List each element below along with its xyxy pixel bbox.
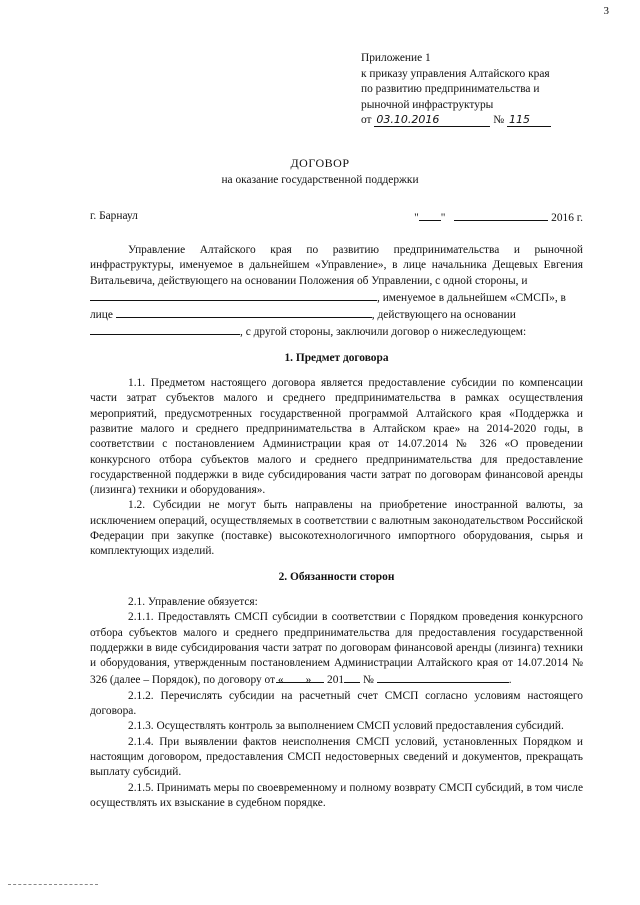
from-label: от (361, 114, 372, 127)
intro-paragraph: Управление Алтайского края по развитию предпринимательства и рыночной инфраструктуры, именуемое в дальнейшем «Управление», в лице начальника Дещевых Евгения Витальевича, действующего на основании Положения об Управлении, с одной стороны, и (90, 244, 583, 287)
appendix-line: к приказу управления Алтайского края (361, 67, 550, 80)
section-heading: 2. Обязанности сторон (278, 570, 395, 583)
section-heading: 1. Предмет договора (284, 351, 389, 364)
title-sub: на оказание государственной поддержки (221, 174, 419, 187)
clause-2-1-3: 2.1.3. Осуществлять контроль за выполнением СМСП условий предоставления субсидий. (128, 720, 564, 733)
clause-2-1-5: 2.1.5. Принимать меры по своевременному и полному возврату СМСП субсидий, в том числе осуществлять их взыскание в судебном порядке. (90, 781, 583, 809)
contract-year: 2016 г. (551, 212, 583, 224)
clause-2-1-4: 2.1.4. При выявлении фактов неисполнения СМСП условий, установленных Порядком и настоящим договором, предоставления СМСП недостоверных сведений и документов, прекращать выплату субсидий. (90, 735, 583, 779)
appendix-line: Приложение 1 (361, 52, 431, 64)
contract-date: " " 2016 г. (414, 209, 583, 226)
clause-1-2: 1.2. Субсидии не могут быть направлены на приобретение иностранной валюты, за исключением операций, осуществляемых в соответствии с валютным законодательством Российской Федерации при закупке (поставке) высокотехнологичного импортного оборудования, сырья и комплектующих изделий. (90, 499, 583, 558)
appendix-line: по развитию предпринимательства и (361, 83, 540, 96)
intro-line: лице , действующего на основании (90, 306, 583, 323)
appendix-block (361, 51, 606, 129)
appendix-date-line (361, 113, 606, 129)
document-title (0, 156, 640, 189)
handwritten-number: 115 (507, 114, 551, 127)
city: г. Барнаул (90, 210, 138, 222)
title-main: ДОГОВОР (290, 156, 350, 170)
clause-2-1: 2.1. Управление обязуется: (128, 595, 258, 608)
page-number: 3 (603, 5, 609, 17)
intro-line: , с другой стороны, заключили договор о нижеследующем: (90, 323, 583, 340)
number-label: № (493, 114, 505, 127)
appendix-line: рыночной инфраструктуры (361, 98, 494, 111)
footer-mark (8, 884, 98, 885)
handwritten-date: 03.10.2016 (374, 114, 490, 127)
document-body (90, 243, 583, 811)
city-date-line (90, 209, 583, 224)
clause-2-1-2: 2.1.2. Перечислять субсидии на расчетный счет СМСП согласно условиям настоящего договора. (90, 689, 583, 718)
intro-line: , именуемое в дальнейшем «СМСП», в (90, 289, 583, 306)
clause-2-1-1: 2.1.1. Предоставлять СМСП субсидии в соответствии с Порядком проведения конкурсного отбора субъектов малого и среднего предпринимательства для предоставления государственной поддержки в виде субсидирования части затрат по договорам финансовой аренды (лизинга) техники и оборудования, утвержденным постановлением Администрации Алтайского края от 14.07.2014 № 326 (далее – Порядок), по договору от « » 201 № . (90, 611, 583, 687)
clause-1-1: 1.1. Предметом настоящего договора является предоставление субсидии по компенсации части затрат субъектов малого и среднего предпринимательства в рамках осуществления мероприятий, предусмотренных государственной программой Алтайского края «Поддержка и развитие малого и среднего предпринимательства в Алтайском крае» на 2014-2020 годы, в соответствии с постановлением Администрации края от 14.07.2014 № 326 «О проведении конкурсного отбора субъектов малого и среднего предпринимательства для предоставление государственной поддержки в виде субсидирования части затрат по договорам финансовой аренды (лизинга) техники и оборудования». (90, 377, 583, 497)
